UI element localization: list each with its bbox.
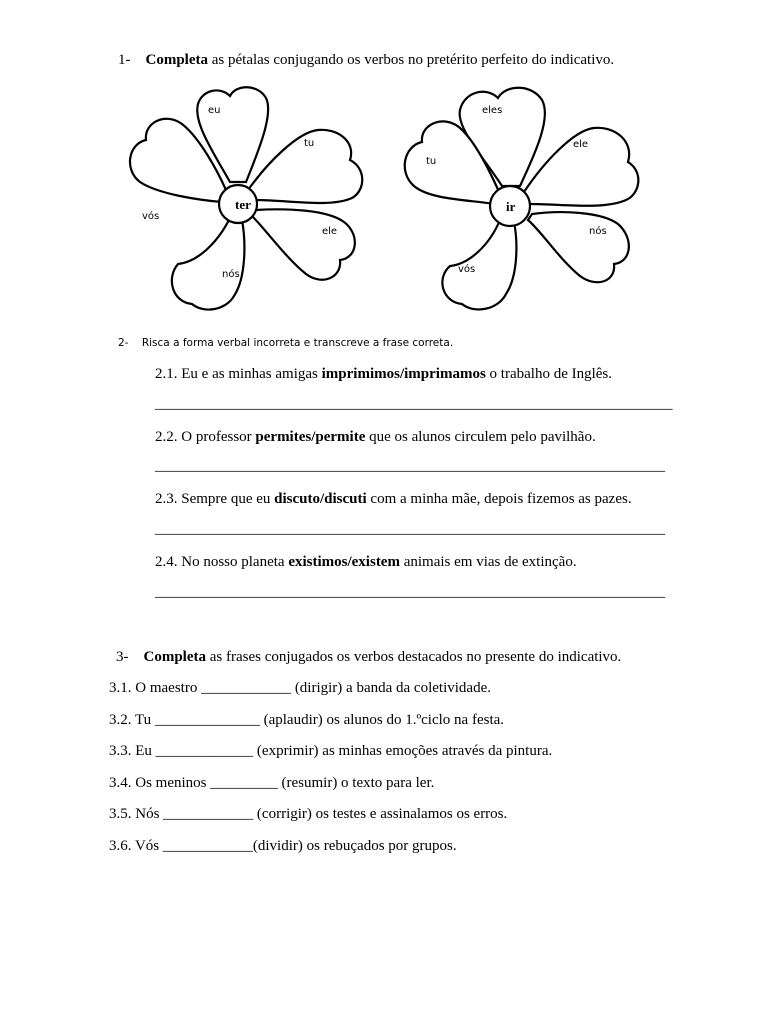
q2-item-3-options: discuto/discuti xyxy=(274,491,367,507)
q1-number: 1- xyxy=(118,52,131,68)
q2-item-2-pre: 2.2. O professor xyxy=(155,429,256,445)
petal-label-vos: vós xyxy=(142,211,160,222)
petal-nos xyxy=(172,218,245,310)
petal-label-tu: tu xyxy=(304,138,315,149)
petal-label-tu-2: tu xyxy=(426,156,437,167)
petal-label-vos-2: vós xyxy=(458,264,476,275)
q3-item-2: 3.2. Tu ______________ (aplaudir) os alunos do 1.ºciclo na festa. xyxy=(109,712,505,728)
q2-answer-line-1: _____________________________________________________________________ xyxy=(155,396,673,412)
q3-item-3: 3.3. Eu _____________ (exprimir) as minhas emoções através da pintura. xyxy=(109,743,553,759)
q3-bold: Completa xyxy=(143,649,206,665)
q2-answer-line-3: ____________________________________________________________________ xyxy=(155,521,665,537)
q2-item-4-options: existimos/existem xyxy=(288,554,400,570)
q3-item-6: 3.6. Vós ____________(dividir) os rebuçados por grupos. xyxy=(109,838,457,854)
petal-label-nos-2: nós xyxy=(589,226,607,237)
petal-ele xyxy=(252,209,355,279)
q2-heading xyxy=(118,337,453,349)
petal-vos-2 xyxy=(442,220,516,309)
q2-item-3-pre: 2.3. Sempre que eu xyxy=(155,491,275,507)
q2-title: Risca a forma verbal incorreta e transcreve a frase correta. xyxy=(141,337,454,349)
q3-item-5: 3.5. Nós ____________ (corrigir) os testes e assinalamos os erros. xyxy=(109,806,508,822)
q1-heading xyxy=(118,52,614,69)
q2-item-4-pre: 2.4. No nosso planeta xyxy=(155,554,289,570)
petal-label-nos: nós xyxy=(222,269,240,280)
q2-item-4-post: animais em vias de extinção. xyxy=(399,554,577,570)
petal-label-eles: eles xyxy=(482,105,503,116)
q2-answer-line-4: ____________________________________________________________________ xyxy=(155,584,665,600)
q2-item-1-options: imprimimos/imprimamos xyxy=(321,366,486,382)
q2-item-1-pre: 2.1. Eu e as minhas amigas xyxy=(155,366,322,382)
q3-heading xyxy=(116,649,621,666)
center-label-ir: ir xyxy=(506,199,516,214)
q1-rest: as pétalas conjugando os verbos no pretérito perfeito do indicativo. xyxy=(208,52,615,68)
center-label-ter: ter xyxy=(235,197,251,212)
q2-item-2-options: permites/permite xyxy=(255,429,366,445)
flower-ir xyxy=(394,82,644,317)
q2-item-3-post: com a minha mãe, depois fizemos as pazes. xyxy=(366,491,632,507)
q3-item-4: 3.4. Os meninos _________ (resumir) o texto para ler. xyxy=(109,775,435,791)
q2-item-1 xyxy=(155,366,612,383)
q2-answer-line-2: ____________________________________________________________________ xyxy=(155,458,665,474)
petal-nos-2 xyxy=(528,212,629,282)
q2-item-2 xyxy=(155,429,596,446)
petal-label-ele: ele xyxy=(322,226,338,237)
q2-item-2-post: que os alunos circulem pelo pavilhão. xyxy=(365,429,596,445)
petal-label-ele-2: ele xyxy=(573,139,589,150)
q2-number: 2- xyxy=(118,337,129,349)
q2-item-4 xyxy=(155,554,577,571)
q2-item-1-post: o trabalho de Inglês. xyxy=(485,366,613,382)
q1-bold: Completa xyxy=(145,52,208,68)
q3-item-1: 3.1. O maestro ____________ (dirigir) a banda da coletividade. xyxy=(109,680,491,696)
q2-item-3 xyxy=(155,491,632,508)
petal-label-eu: eu xyxy=(208,105,221,116)
q3-number: 3- xyxy=(116,649,129,665)
q3-rest: as frases conjugados os verbos destacados no presente do indicativo. xyxy=(206,649,622,665)
